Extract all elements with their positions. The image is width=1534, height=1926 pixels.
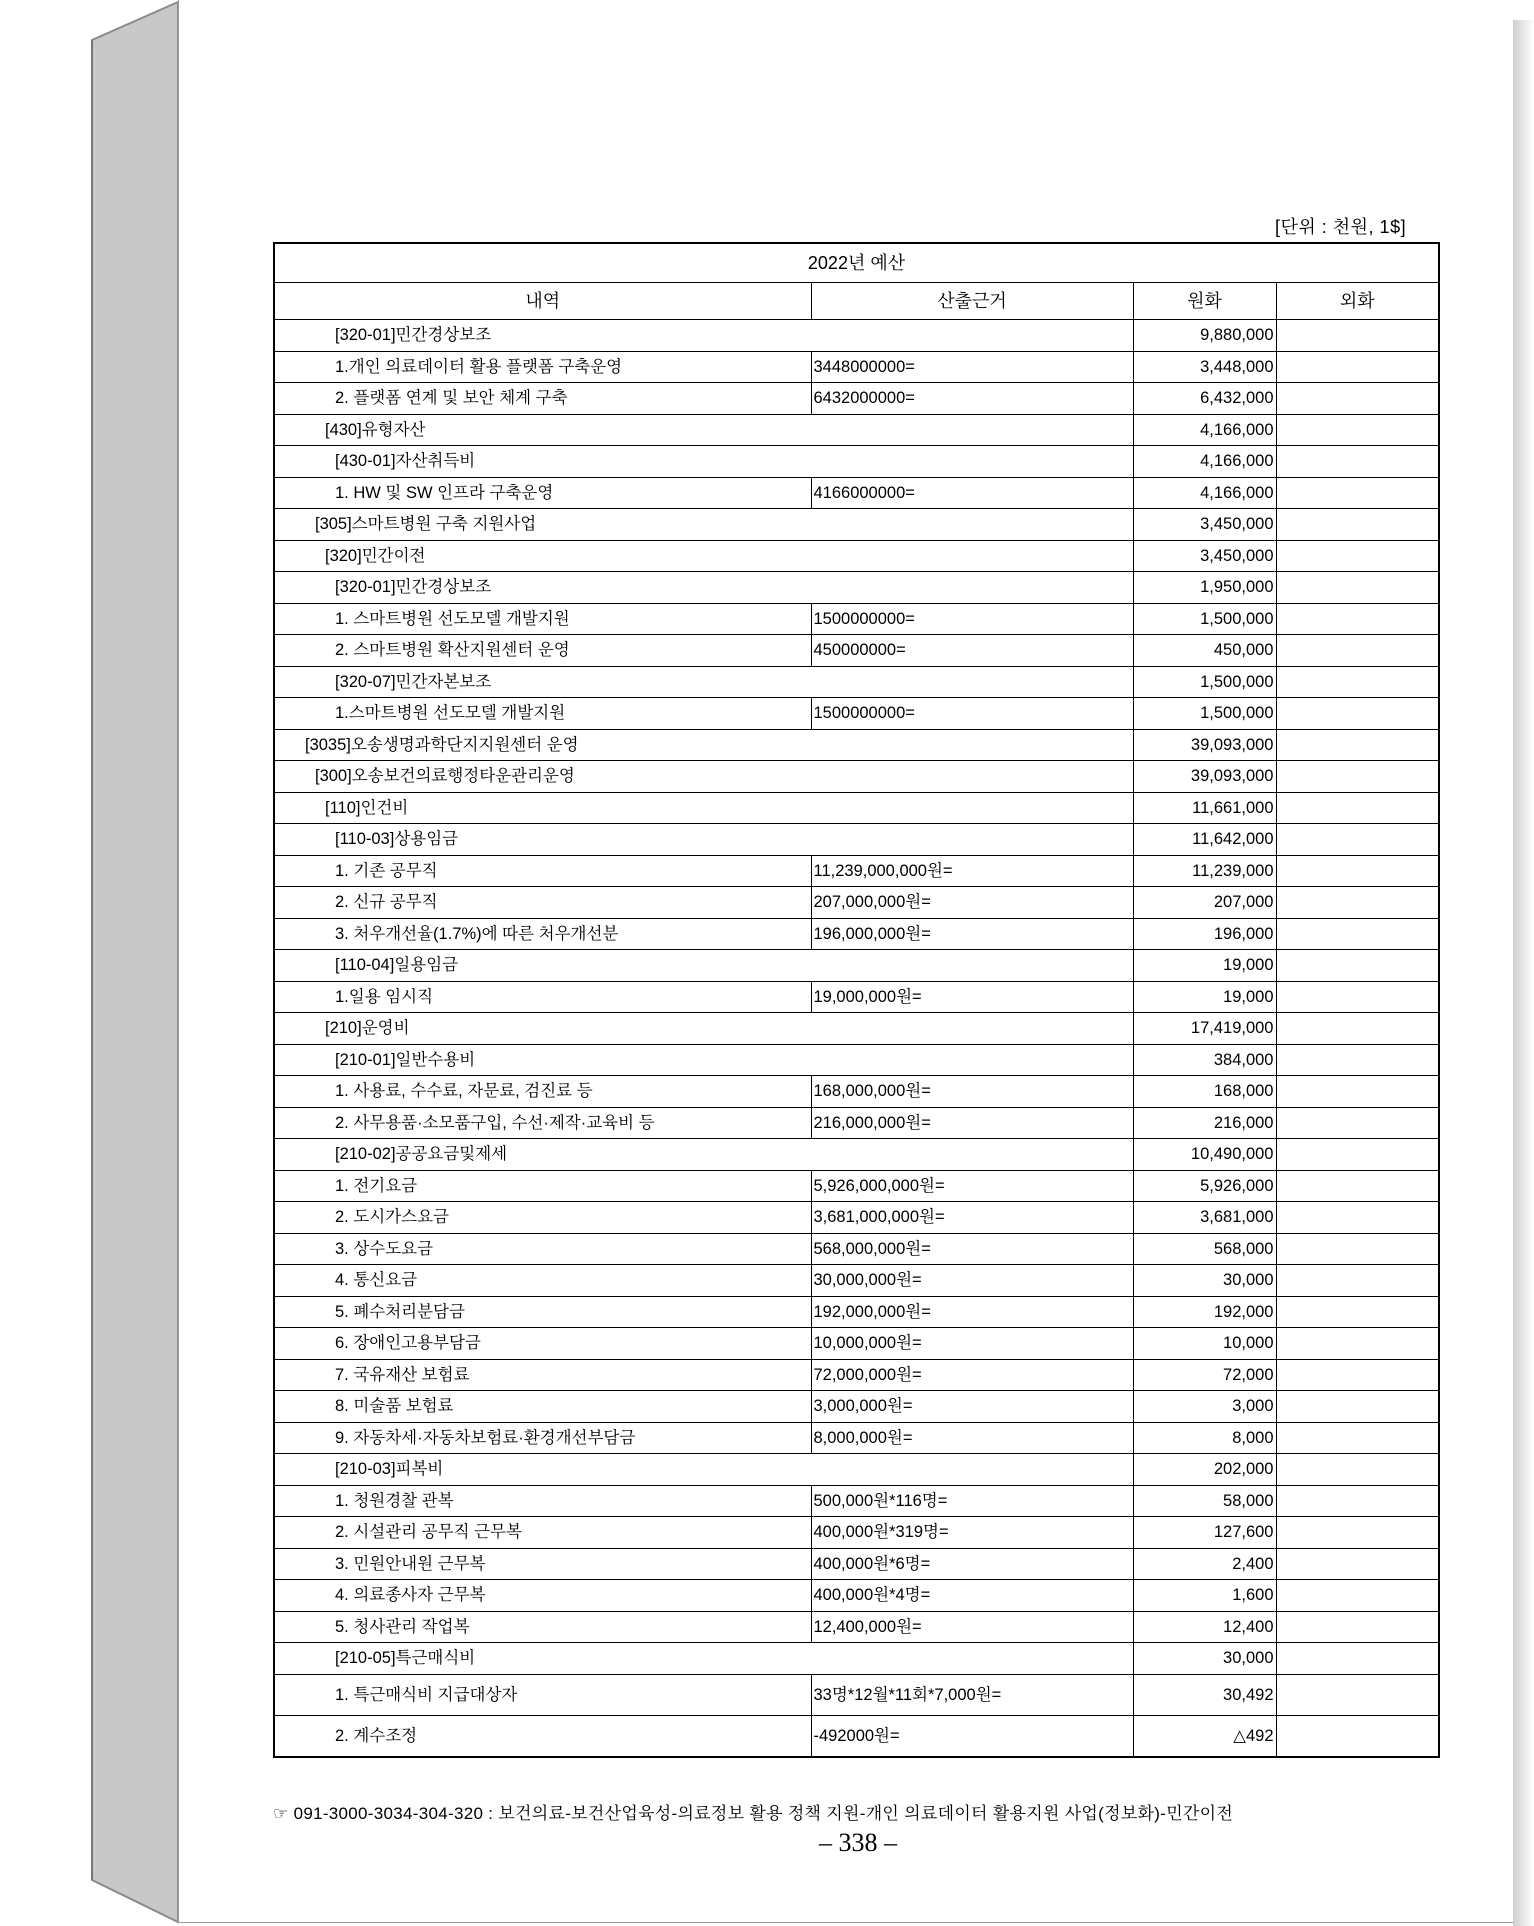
row-basis: 12,400,000원=	[811, 1611, 1133, 1643]
row-basis: 192,000,000원=	[811, 1296, 1133, 1328]
table-row	[274, 792, 1439, 824]
row-foreign	[1276, 1715, 1439, 1757]
row-foreign	[1276, 603, 1439, 635]
table-row	[274, 855, 1439, 887]
row-basis: -492000원=	[811, 1715, 1133, 1757]
row-krw: 39,093,000	[1133, 761, 1276, 793]
row-foreign	[1276, 1643, 1439, 1675]
row-foreign	[1276, 383, 1439, 415]
row-item: [110-03]상용임금	[274, 824, 1133, 856]
row-item: [320-01]민간경상보조	[274, 572, 1133, 604]
row-krw: 12,400	[1133, 1611, 1276, 1643]
row-krw: 196,000	[1133, 918, 1276, 950]
row-item: 1.스마트병원 선도모델 개발지원	[274, 698, 811, 730]
table-row	[274, 509, 1439, 541]
row-basis: 500,000원*116명=	[811, 1485, 1133, 1517]
row-foreign	[1276, 887, 1439, 919]
row-item: 5. 폐수처리분담금	[274, 1296, 811, 1328]
row-basis: 1500000000=	[811, 698, 1133, 730]
row-krw: 4,166,000	[1133, 477, 1276, 509]
row-krw: 3,448,000	[1133, 351, 1276, 383]
table-row	[274, 1611, 1439, 1643]
row-item: [320-07]민간자본보조	[274, 666, 1133, 698]
row-item: [210-01]일반수용비	[274, 1044, 1133, 1076]
row-basis: 1500000000=	[811, 603, 1133, 635]
row-item: 1. 특근매식비 지급대상자	[274, 1674, 811, 1715]
table-row	[274, 761, 1439, 793]
row-foreign	[1276, 1454, 1439, 1486]
row-krw: 207,000	[1133, 887, 1276, 919]
row-foreign	[1276, 1013, 1439, 1045]
table-row	[274, 950, 1439, 982]
row-item: 4. 의료종사자 근무복	[274, 1580, 811, 1612]
row-item: [430]유형자산	[274, 414, 1133, 446]
row-foreign	[1276, 540, 1439, 572]
row-item: 4. 통신요금	[274, 1265, 811, 1297]
row-basis: 400,000원*319명=	[811, 1517, 1133, 1549]
row-foreign	[1276, 1391, 1439, 1423]
row-foreign	[1276, 1233, 1439, 1265]
row-foreign	[1276, 477, 1439, 509]
row-krw: 1,500,000	[1133, 698, 1276, 730]
row-item: 5. 청사관리 작업복	[274, 1611, 811, 1643]
row-krw: 10,490,000	[1133, 1139, 1276, 1171]
row-krw: 30,000	[1133, 1643, 1276, 1675]
table-row	[274, 1359, 1439, 1391]
table-row	[274, 320, 1439, 352]
row-item: [210]운영비	[274, 1013, 1133, 1045]
row-foreign	[1276, 1517, 1439, 1549]
page-shadow	[1513, 20, 1534, 1926]
row-item: 6. 장애인고용부담금	[274, 1328, 811, 1360]
row-foreign	[1276, 509, 1439, 541]
row-krw: 10,000	[1133, 1328, 1276, 1360]
table-row	[274, 477, 1439, 509]
row-basis: 168,000,000원=	[811, 1076, 1133, 1108]
row-item: 1.일용 임시직	[274, 981, 811, 1013]
table-row	[274, 1517, 1439, 1549]
row-item: 1. 스마트병원 선도모델 개발지원	[274, 603, 811, 635]
row-krw: 192,000	[1133, 1296, 1276, 1328]
table-row	[274, 572, 1439, 604]
row-item: 3. 민원안내원 근무복	[274, 1548, 811, 1580]
table-row	[274, 603, 1439, 635]
row-foreign	[1276, 1328, 1439, 1360]
row-foreign	[1276, 855, 1439, 887]
row-foreign	[1276, 950, 1439, 982]
table-body	[274, 320, 1439, 1757]
row-item: [210-05]특근매식비	[274, 1643, 1133, 1675]
row-foreign	[1276, 824, 1439, 856]
row-foreign	[1276, 918, 1439, 950]
table-row	[274, 698, 1439, 730]
row-basis: 196,000,000원=	[811, 918, 1133, 950]
row-krw: 568,000	[1133, 1233, 1276, 1265]
table-row	[274, 414, 1439, 446]
row-krw: 19,000	[1133, 950, 1276, 982]
row-krw: 11,642,000	[1133, 824, 1276, 856]
row-foreign	[1276, 1580, 1439, 1612]
row-item: [110]인건비	[274, 792, 1133, 824]
row-basis: 3,681,000,000원=	[811, 1202, 1133, 1234]
table-row	[274, 1233, 1439, 1265]
row-item: [300]오송보건의료행정타운관리운영	[274, 761, 1133, 793]
row-foreign	[1276, 1076, 1439, 1108]
row-krw: 5,926,000	[1133, 1170, 1276, 1202]
table-row	[274, 635, 1439, 667]
row-basis: 568,000,000원=	[811, 1233, 1133, 1265]
row-foreign	[1276, 320, 1439, 352]
row-basis: 400,000원*4명=	[811, 1580, 1133, 1612]
row-krw: 202,000	[1133, 1454, 1276, 1486]
table-row	[274, 666, 1439, 698]
row-krw: 3,681,000	[1133, 1202, 1276, 1234]
row-item: [210-03]피복비	[274, 1454, 1133, 1486]
row-basis: 72,000,000원=	[811, 1359, 1133, 1391]
row-basis: 30,000,000원=	[811, 1265, 1133, 1297]
row-item: 2. 스마트병원 확산지원센터 운영	[274, 635, 811, 667]
budget-table	[273, 242, 1440, 1758]
row-basis: 450000000=	[811, 635, 1133, 667]
row-item: 2. 신규 공무직	[274, 887, 811, 919]
table-row	[274, 1715, 1439, 1757]
unit-label: [단위 : 천원, 1$]	[1275, 217, 1407, 237]
row-krw: △492	[1133, 1715, 1276, 1757]
row-foreign	[1276, 1265, 1439, 1297]
row-krw: 1,950,000	[1133, 572, 1276, 604]
row-item: [430-01]자산취득비	[274, 446, 1133, 478]
row-item: 1.개인 의료데이터 활용 플랫폼 구축운영	[274, 351, 811, 383]
table-row	[274, 918, 1439, 950]
row-krw: 58,000	[1133, 1485, 1276, 1517]
row-item: 7. 국유재산 보험료	[274, 1359, 811, 1391]
row-foreign	[1276, 1044, 1439, 1076]
table-row	[274, 1422, 1439, 1454]
table-row	[274, 1328, 1439, 1360]
row-krw: 11,239,000	[1133, 855, 1276, 887]
table-row	[274, 1674, 1439, 1715]
row-krw: 17,419,000	[1133, 1013, 1276, 1045]
row-basis: 11,239,000,000원=	[811, 855, 1133, 887]
row-krw: 72,000	[1133, 1359, 1276, 1391]
row-krw: 6,432,000	[1133, 383, 1276, 415]
row-foreign	[1276, 1611, 1439, 1643]
table-row	[274, 1485, 1439, 1517]
row-krw: 39,093,000	[1133, 729, 1276, 761]
row-item: 1. HW 및 SW 인프라 구축운영	[274, 477, 811, 509]
row-krw: 384,000	[1133, 1044, 1276, 1076]
table-row	[274, 1013, 1439, 1045]
table-row	[274, 1643, 1439, 1675]
row-item: 3. 상수도요금	[274, 1233, 811, 1265]
table-row	[274, 981, 1439, 1013]
row-krw: 30,000	[1133, 1265, 1276, 1297]
row-foreign	[1276, 414, 1439, 446]
table-row	[274, 1296, 1439, 1328]
row-foreign	[1276, 1170, 1439, 1202]
table-row	[274, 1580, 1439, 1612]
row-item: 1. 청원경찰 관복	[274, 1485, 811, 1517]
row-item: [305]스마트병원 구축 지원사업	[274, 509, 1133, 541]
row-basis: 8,000,000원=	[811, 1422, 1133, 1454]
row-item: 1. 기존 공무직	[274, 855, 811, 887]
row-krw: 19,000	[1133, 981, 1276, 1013]
row-krw: 127,600	[1133, 1517, 1276, 1549]
row-krw: 1,600	[1133, 1580, 1276, 1612]
row-item: 2. 계수조정	[274, 1715, 811, 1757]
table-title: 2022년 예산	[274, 243, 1439, 283]
row-foreign	[1276, 792, 1439, 824]
table-row	[274, 540, 1439, 572]
row-foreign	[1276, 1359, 1439, 1391]
row-basis: 207,000,000원=	[811, 887, 1133, 919]
row-foreign	[1276, 1202, 1439, 1234]
header-basis: 산출근거	[811, 283, 1133, 320]
table-row	[274, 1454, 1439, 1486]
row-foreign	[1276, 1107, 1439, 1139]
table-row	[274, 351, 1439, 383]
row-foreign	[1276, 1548, 1439, 1580]
row-krw: 1,500,000	[1133, 603, 1276, 635]
row-basis: 3448000000=	[811, 351, 1133, 383]
row-krw: 2,400	[1133, 1548, 1276, 1580]
row-basis: 5,926,000,000원=	[811, 1170, 1133, 1202]
row-krw: 3,450,000	[1133, 540, 1276, 572]
header-krw: 원화	[1133, 283, 1276, 320]
row-foreign	[1276, 1139, 1439, 1171]
table-row	[274, 1139, 1439, 1171]
row-foreign	[1276, 572, 1439, 604]
row-item: 2. 도시가스요금	[274, 1202, 811, 1234]
row-basis: 3,000,000원=	[811, 1391, 1133, 1423]
table-row	[274, 1265, 1439, 1297]
row-foreign	[1276, 1485, 1439, 1517]
table-row	[274, 887, 1439, 919]
row-basis: 4166000000=	[811, 477, 1133, 509]
table-row	[274, 446, 1439, 478]
row-item: 2. 시설관리 공무직 근무복	[274, 1517, 811, 1549]
table-row	[274, 729, 1439, 761]
page-number: – 338 –	[819, 1828, 897, 1857]
row-foreign	[1276, 981, 1439, 1013]
row-krw: 3,000	[1133, 1391, 1276, 1423]
row-basis: 33명*12월*11회*7,000원=	[811, 1674, 1133, 1715]
row-item: 2. 플랫폼 연계 및 보안 체계 구축	[274, 383, 811, 415]
row-krw: 4,166,000	[1133, 446, 1276, 478]
row-item: [320-01]민간경상보조	[274, 320, 1133, 352]
row-basis: 10,000,000원=	[811, 1328, 1133, 1360]
row-item: [3035]오송생명과학단지지원센터 운영	[274, 729, 1133, 761]
table-row	[274, 1391, 1439, 1423]
row-item: 1. 전기요금	[274, 1170, 811, 1202]
row-krw: 216,000	[1133, 1107, 1276, 1139]
row-krw: 3,450,000	[1133, 509, 1276, 541]
row-basis: 19,000,000원=	[811, 981, 1133, 1013]
table-row	[274, 1044, 1439, 1076]
row-item: 8. 미술품 보험료	[274, 1391, 811, 1423]
row-item: 9. 자동차세·자동차보험료·환경개선부담금	[274, 1422, 811, 1454]
row-item: 3. 처우개선율(1.7%)에 따른 처우개선분	[274, 918, 811, 950]
row-foreign	[1276, 351, 1439, 383]
row-foreign	[1276, 666, 1439, 698]
row-foreign	[1276, 1422, 1439, 1454]
row-item: [210-02]공공요금및제세	[274, 1139, 1133, 1171]
table-row	[274, 383, 1439, 415]
row-basis: 6432000000=	[811, 383, 1133, 415]
table-row	[274, 824, 1439, 856]
row-foreign	[1276, 1296, 1439, 1328]
row-krw: 11,661,000	[1133, 792, 1276, 824]
row-krw: 30,492	[1133, 1674, 1276, 1715]
row-item: 1. 사용료, 수수료, 자문료, 검진료 등	[274, 1076, 811, 1108]
row-foreign	[1276, 761, 1439, 793]
table-row	[274, 1548, 1439, 1580]
table-row	[274, 1170, 1439, 1202]
row-krw: 4,166,000	[1133, 414, 1276, 446]
row-foreign	[1276, 729, 1439, 761]
header-item: 내역	[274, 283, 811, 320]
row-foreign	[1276, 635, 1439, 667]
row-foreign	[1276, 446, 1439, 478]
row-krw: 8,000	[1133, 1422, 1276, 1454]
row-krw: 9,880,000	[1133, 320, 1276, 352]
row-item: 2. 사무용품·소모품구입, 수선·제작·교육비 등	[274, 1107, 811, 1139]
table-row	[274, 1202, 1439, 1234]
row-foreign	[1276, 1674, 1439, 1715]
row-krw: 450,000	[1133, 635, 1276, 667]
row-item: [320]민간이전	[274, 540, 1133, 572]
row-foreign	[1276, 698, 1439, 730]
row-krw: 1,500,000	[1133, 666, 1276, 698]
table-row	[274, 1076, 1439, 1108]
table-row	[274, 1107, 1439, 1139]
row-krw: 168,000	[1133, 1076, 1276, 1108]
row-basis: 216,000,000원=	[811, 1107, 1133, 1139]
footnote: ☞ 091-3000-3034-304-320 : 보건의료-보건산업육성-의료정보 활용 정책 지원-개인 의료데이터 활용지원 사업(정보화)-민간이전	[273, 1804, 1234, 1823]
row-basis: 400,000원*6명=	[811, 1548, 1133, 1580]
row-item: [110-04]일용임금	[274, 950, 1133, 982]
binder-spine	[0, 0, 200, 1926]
header-foreign: 외화	[1276, 283, 1439, 320]
